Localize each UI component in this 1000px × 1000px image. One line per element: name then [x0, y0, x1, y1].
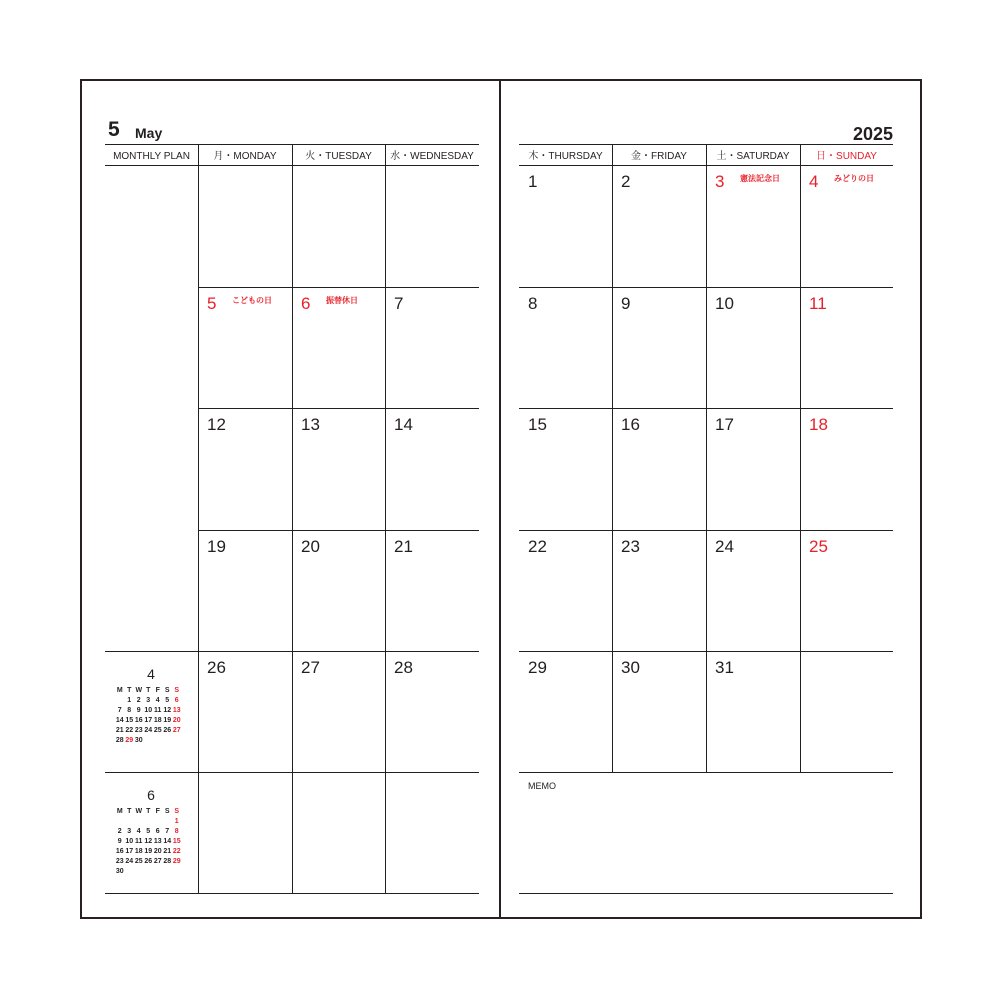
grid-line-vertical	[385, 144, 386, 893]
mini-day: 8	[127, 707, 132, 714]
mini-weekday-header: T	[127, 808, 132, 815]
mini-day: 13	[172, 707, 181, 714]
mini-day: 9	[136, 707, 141, 714]
holiday-label: こどもの日	[232, 296, 272, 305]
mini-weekday-header: W	[135, 808, 143, 815]
mini-day: 6	[155, 828, 160, 835]
day-number[interactable]: 2	[621, 172, 631, 191]
day-number[interactable]: 23	[621, 537, 640, 556]
mini-day	[134, 867, 144, 877]
day-number[interactable]: 12	[207, 415, 226, 434]
mini-day: 29	[125, 737, 134, 744]
mini-weekday-header: F	[155, 808, 160, 815]
mini-day: 25	[134, 858, 143, 865]
day-number[interactable]: 22	[528, 537, 547, 556]
mini-weekday-header: T	[146, 808, 151, 815]
monthly-plan-header: MONTHLY PLAN	[113, 151, 190, 162]
mini-day: 3	[146, 697, 151, 704]
day-number[interactable]: 29	[528, 658, 547, 677]
mini-day	[153, 736, 163, 746]
mini-day: 28	[163, 858, 172, 865]
mini-day	[163, 867, 173, 877]
grid-line-vertical	[706, 144, 707, 772]
day-number[interactable]: 6	[301, 294, 311, 313]
mini-day: 29	[172, 858, 181, 865]
day-number[interactable]: 14	[394, 415, 413, 434]
mini-weekday-header: F	[155, 687, 160, 694]
memo-bottom-line	[519, 893, 893, 894]
weekday-header: 火・TUESDAY	[305, 151, 372, 162]
mini-day	[144, 736, 154, 746]
mini-day: 22	[172, 848, 181, 855]
mini-day: 30	[115, 868, 124, 875]
mini-day: 27	[153, 858, 162, 865]
mini-day	[163, 817, 173, 827]
mini-day: 27	[172, 727, 181, 734]
mini-day: 17	[144, 717, 153, 724]
mini-day: 24	[144, 727, 153, 734]
day-number[interactable]: 24	[715, 537, 734, 556]
mini-day: 10	[125, 838, 134, 845]
mini-day: 10	[144, 707, 153, 714]
mini-day: 16	[115, 848, 124, 855]
day-number[interactable]: 18	[809, 415, 828, 434]
day-number[interactable]: 25	[809, 537, 828, 556]
mini-day: 18	[153, 717, 162, 724]
mini-day: 19	[144, 848, 153, 855]
mini-calendar-table	[115, 686, 182, 746]
grid-line-vertical	[292, 144, 293, 893]
mini-day	[163, 736, 173, 746]
mini-day	[125, 867, 135, 877]
day-number[interactable]: 19	[207, 537, 226, 556]
mini-day: 14	[115, 717, 124, 724]
day-number[interactable]: 31	[715, 658, 734, 677]
day-number[interactable]: 30	[621, 658, 640, 677]
mini-day: 20	[172, 717, 181, 724]
mini-day: 22	[125, 727, 134, 734]
mini-day	[115, 817, 125, 827]
mini-day: 1	[127, 697, 132, 704]
mini-day: 19	[163, 717, 172, 724]
day-number[interactable]: 4	[809, 172, 819, 191]
mini-day: 21	[115, 727, 124, 734]
mini-calendar-title: 4	[147, 666, 155, 682]
mini-weekday-header: T	[127, 687, 132, 694]
grid-line-vertical	[800, 144, 801, 772]
day-number[interactable]: 27	[301, 658, 320, 677]
mini-day: 13	[153, 838, 162, 845]
mini-weekday-header: M	[116, 687, 123, 694]
day-number[interactable]: 13	[301, 415, 320, 434]
grid-line-horizontal	[198, 287, 479, 288]
grid-line-vertical	[198, 144, 199, 893]
mini-day	[153, 817, 163, 827]
weekday-header: 土・SATURDAY	[716, 151, 790, 162]
mini-day: 5	[146, 828, 151, 835]
day-number[interactable]: 1	[528, 172, 538, 191]
mini-calendar-table	[115, 807, 182, 877]
year: 2025	[852, 124, 893, 144]
mini-day: 28	[115, 737, 124, 744]
day-number[interactable]: 15	[528, 415, 547, 434]
mini-weekday-header: S	[174, 687, 180, 694]
mini-day	[144, 817, 154, 827]
mini-day	[153, 867, 163, 877]
mini-day: 11	[154, 707, 162, 714]
mini-day: 18	[134, 848, 143, 855]
holiday-label: 憲法記念日	[740, 174, 780, 183]
mini-day: 9	[117, 838, 122, 845]
mini-day: 1	[174, 818, 179, 825]
mini-weekday-header: S	[174, 808, 180, 815]
mini-day	[115, 696, 125, 706]
mini-day: 11	[135, 838, 143, 845]
mini-day: 26	[144, 858, 153, 865]
day-number[interactable]: 11	[809, 294, 827, 313]
day-number[interactable]: 16	[621, 415, 640, 434]
mini-day: 17	[125, 848, 134, 855]
day-number[interactable]: 20	[301, 537, 320, 556]
mini-day: 20	[153, 848, 162, 855]
day-number[interactable]: 28	[394, 658, 413, 677]
mini-day	[172, 867, 182, 877]
day-number[interactable]: 7	[394, 294, 404, 313]
mini-weekday-header: T	[146, 687, 151, 694]
mini-day: 2	[136, 697, 141, 704]
mini-weekday-header: W	[135, 687, 143, 694]
weekday-header: 金・FRIDAY	[631, 151, 687, 162]
day-number[interactable]: 5	[207, 294, 217, 313]
day-number[interactable]: 9	[621, 294, 631, 313]
grid-line-vertical	[612, 144, 613, 772]
mini-calendar	[106, 666, 198, 746]
mini-day	[144, 867, 154, 877]
mini-calendar-title: 6	[147, 787, 155, 803]
mini-day: 26	[163, 727, 172, 734]
mini-day: 4	[136, 828, 141, 835]
mini-weekday-header: S	[164, 687, 170, 694]
holiday-label: 振替休日	[326, 296, 358, 305]
day-number[interactable]: 3	[715, 172, 725, 191]
mini-day: 24	[125, 858, 134, 865]
mini-day: 4	[155, 697, 160, 704]
day-number[interactable]: 10	[715, 294, 734, 313]
mini-day: 16	[134, 717, 143, 724]
right-page	[499, 79, 922, 919]
mini-weekday-header: M	[116, 808, 123, 815]
mini-day: 15	[172, 838, 181, 845]
mini-day: 2	[117, 828, 122, 835]
weekday-header: 水・WEDNESDAY	[390, 151, 474, 162]
mini-day: 12	[144, 838, 153, 845]
mini-day: 30	[134, 737, 143, 744]
weekday-header: 木・THURSDAY	[528, 151, 603, 162]
mini-day: 14	[163, 838, 172, 845]
mini-day: 3	[127, 828, 132, 835]
mini-day: 25	[153, 727, 162, 734]
mini-day: 23	[134, 727, 143, 734]
grid-line-horizontal	[198, 408, 479, 409]
grid-line-horizontal	[105, 893, 479, 894]
day-number[interactable]: 8	[528, 294, 538, 313]
mini-day: 7	[165, 828, 170, 835]
mini-day	[125, 817, 135, 827]
month-name: May	[135, 125, 163, 141]
grid-line-horizontal	[198, 530, 479, 531]
mini-day: 7	[117, 707, 122, 714]
mini-day: 8	[174, 828, 179, 835]
mini-day: 23	[115, 858, 124, 865]
day-number[interactable]: 26	[207, 658, 226, 677]
grid-line-horizontal	[519, 772, 893, 773]
mini-day: 21	[163, 848, 172, 855]
holiday-label: みどりの日	[834, 174, 874, 183]
weekday-header: 月・MONDAY	[213, 151, 277, 162]
mini-day: 12	[163, 707, 172, 714]
weekday-header: 日・SUNDAY	[816, 151, 877, 162]
day-number[interactable]: 21	[394, 537, 413, 556]
mini-day: 6	[174, 697, 179, 704]
mini-weekday-header: S	[164, 808, 170, 815]
mini-calendar	[106, 787, 198, 877]
month-number: 5	[108, 118, 120, 141]
mini-day	[134, 817, 144, 827]
mini-day	[172, 736, 182, 746]
mini-day: 5	[165, 697, 170, 704]
mini-day: 15	[125, 717, 134, 724]
day-number[interactable]: 17	[715, 415, 734, 434]
memo-label: MEMO	[528, 781, 556, 791]
